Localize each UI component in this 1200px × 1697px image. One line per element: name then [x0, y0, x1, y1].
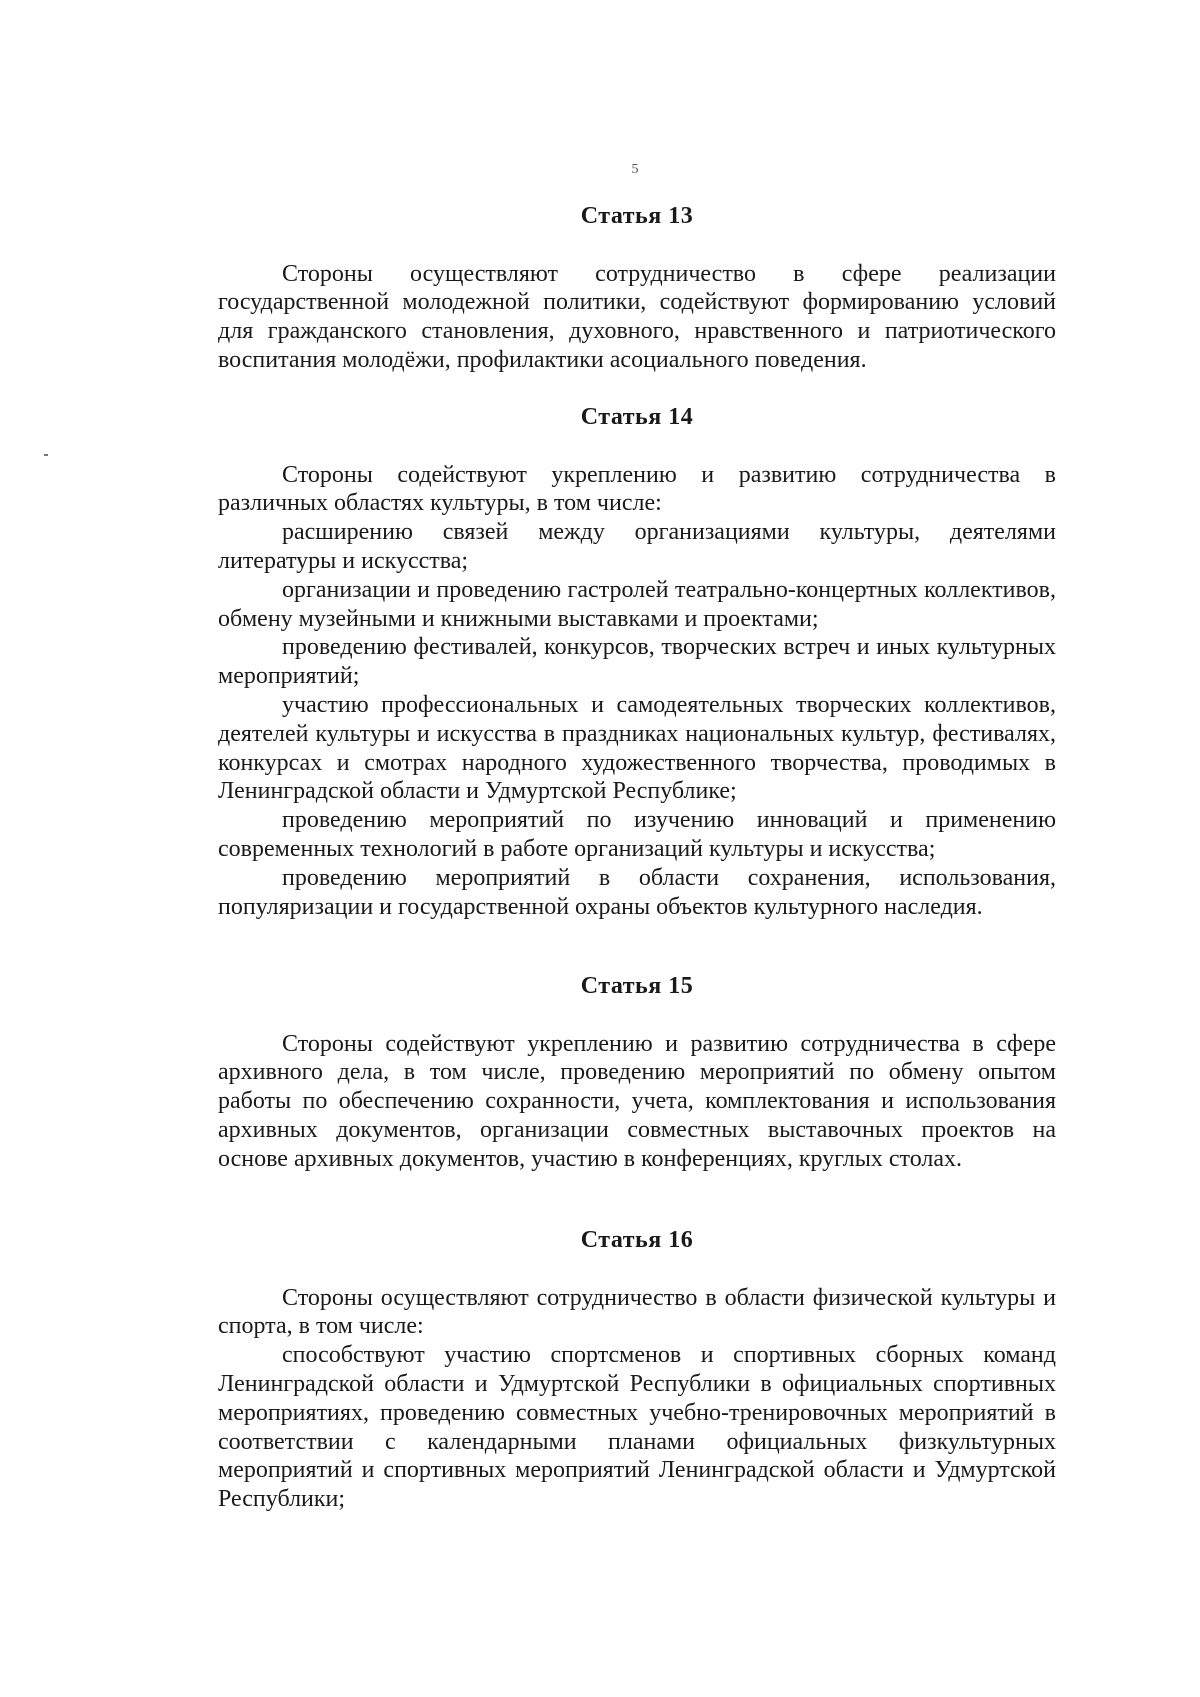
article-paragraph: Стороны содействуют укреплению и развитию сотрудничества в сфере архивного дела, в том числе, проведению мероприятий по обмену опытом работы по обеспечению сохранности, учета, комплектования и использования архивных документов, организации совместных выставочных проектов на основе архивных документов, участию в конференциях, круглых столах. — [218, 1030, 1056, 1172]
article-15 — [218, 972, 1056, 1174]
article-paragraph: способствуют участию спортсменов и спортивных сборных команд Ленинградской области и Удмуртской Республики в официальных спортивных мероприятиях, проведению совместных учебно-тренировочных мероприятий в соответствии с календарными планами официальных физкультурных мероприятий и спортивных мероприятий Ленинградской области и Удмуртской Республики; — [218, 1342, 1056, 1513]
article-heading: Статья 15 — [580, 973, 694, 999]
page-number: 5 — [631, 162, 639, 177]
article-16 — [218, 1226, 1056, 1514]
article-paragraph: проведению мероприятий по изучению инноваций и применению современных технологий в работе организаций культуры и искусства; — [218, 807, 1056, 862]
article-paragraph: участию профессиональных и самодеятельных творческих коллективов, деятелей культуры и искусства в праздниках национальных культур, фестивалях, конкурсах и смотрах народного художественного творчества, проводимых в Ленинградской области и Удмуртской Республике; — [218, 691, 1056, 805]
article-paragraph: Стороны осуществляют сотрудничество в области физической культуры и спорта, в том числе: — [218, 1284, 1056, 1340]
article-paragraph: проведению мероприятий в области сохранения, использования, популяризации и государственной охраны объектов культурного наследия. — [218, 864, 1056, 920]
article-paragraph: проведению фестивалей, конкурсов, творческих встреч и иных культурных мероприятий; — [218, 634, 1056, 690]
article-paragraph: Стороны содействуют укреплению и развитию сотрудничества в различных областях культуры, в том числе: — [218, 461, 1056, 517]
article-heading: Статья 16 — [580, 1227, 694, 1253]
scan-speck — [44, 454, 48, 456]
article-14 — [218, 403, 1056, 921]
article-heading: Статья 13 — [580, 203, 694, 229]
article-13 — [218, 202, 1056, 375]
article-paragraph: расширению связей между организациями культуры, деятелями литературы и искусства; — [218, 519, 1056, 574]
article-paragraph: организации и проведению гастролей театрально-концертных коллективов, обмену музейными и книжными выставками и проектами; — [218, 576, 1056, 632]
article-paragraph: Стороны осуществляют сотрудничество в сфере реализации государственной молодежной политики, содействуют формированию условий для гражданского становления, духовного, нравственного и патриотического воспитания молодёжи, профилактики асоциального поведения. — [218, 260, 1056, 373]
article-heading: Статья 14 — [580, 404, 694, 430]
